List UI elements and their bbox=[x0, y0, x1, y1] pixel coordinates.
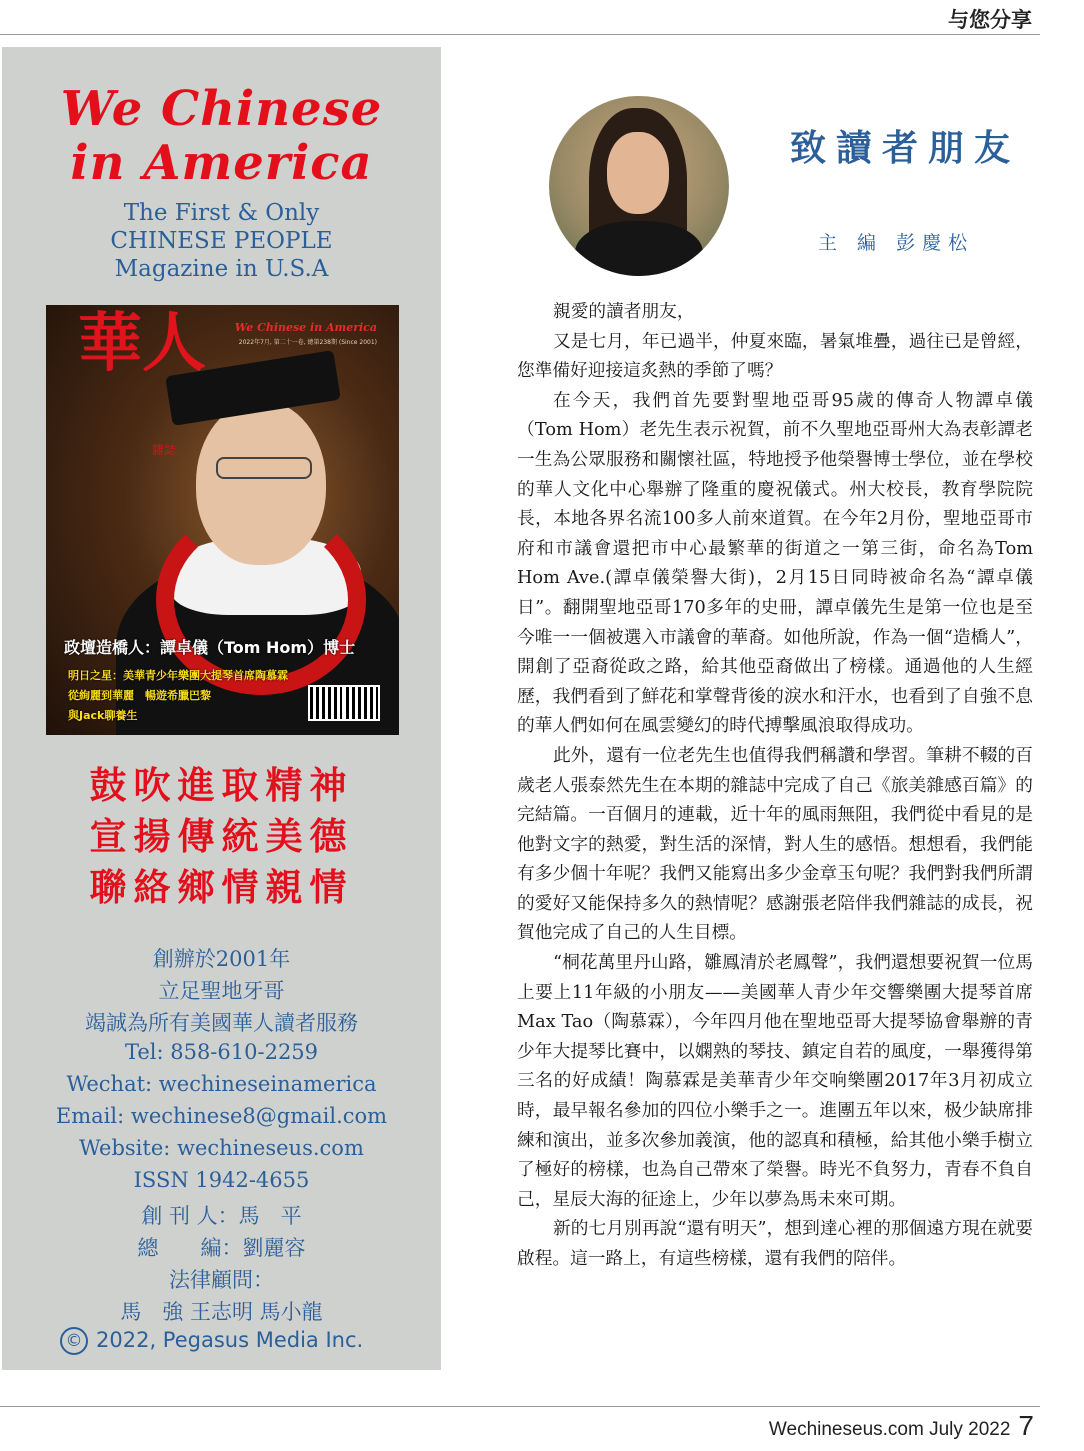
copyright bbox=[60, 1327, 363, 1355]
info-editor: 總 編：劉麗容 bbox=[137, 1236, 306, 1260]
info-issn: ISSN 1942-4655 bbox=[133, 1168, 310, 1192]
brand-line-2: in America bbox=[70, 135, 373, 191]
editor-portrait bbox=[549, 96, 729, 276]
info-founded: 創辦於2001年 bbox=[152, 947, 291, 971]
article-paragraph: 又是七月，年已過半，仲夏來臨，暑氣堆疊，過往已是曾經，您準備好迎接這炙熱的季節了嗎？ bbox=[517, 331, 1033, 382]
cover-subline-2: 從絢麗到華麗 暢遊希臘巴黎 bbox=[68, 689, 211, 702]
cover-masthead: 華人 bbox=[78, 306, 206, 381]
article-paragraph: 在今天，我們首先要對聖地亞哥95歲的傳奇人物譚卓儀（Tom Hom）老先生表示祝賀，前不久聖地亞哥州大為表彰譚老一生為公眾服務和關懷社區，特地授予他榮譽博士學位，並在學校的華人文化中心舉辦了隆重的慶祝儀式。州大校長，教育學院院長，本地各界名流100多人前來道賀。在今年2月份，聖地亞哥市府和市議會還把市中心最繁華的街道之一第三街，命名為Tom Hom Ave.(譚卓儀榮譽大街)，2月15日同時被命名為“譚卓儀日”。翻開聖地亞哥170多年的史冊，譚卓儀先生是第一位也是至今唯一一個被選入市議會的華裔。如他所說，作為一個“造橋人”，開創了亞裔從政之路，給其他亞裔做出了榜樣。通過他的人生經歷，我們看到了鮮花和掌聲背後的淚水和汗水，也看到了自強不息的華人們如何在風雲變幻的時代搏擊風浪取得成功。 bbox=[517, 390, 1033, 737]
article-paragraph: 新的七月別再說“還有明天”，想到達心裡的那個遠方現在就要啟程。這一路上，有這些榜樣，還有我們的陪伴。 bbox=[517, 1219, 1033, 1269]
cover-subline-3: 與Jack聊養生 bbox=[68, 709, 138, 722]
qr-code-icon bbox=[344, 685, 380, 721]
info-wechat: Wechat: wechineseinamerica bbox=[66, 1072, 377, 1096]
info-mission: 竭誠為所有美國華人讀者服務 bbox=[85, 1011, 358, 1035]
brand-line-1: We Chinese bbox=[60, 81, 383, 137]
slogan-line-1: 鼓吹進取精神 bbox=[89, 763, 354, 807]
tagline-line-2: CHINESE PEOPLE bbox=[110, 228, 333, 254]
article-title: 致讀者朋友 bbox=[790, 127, 1021, 169]
article-body bbox=[517, 298, 1033, 1275]
qr-code-icon bbox=[308, 685, 344, 721]
article-paragraph: “桐花萬里丹山路，雛鳳清於老鳳聲”，我們還想要祝賀一位馬上要上11年級的小朋友——美國華人青少年交響樂團大提琴首席Max Tao（陶慕霖），今年四月他在聖地亞哥大提琴協會舉辦的青少年大提琴比賽中，以嫻熟的琴技、鎮定自若的風度，一舉獲得第三名的好成績！陶慕霖是美華青少年交响樂團2017年3月初成立時，最早報名參加的四位小樂手之一。進團五年以來，极少缺席排練和演出，並多次參加義演，他的認真和積極，給其他小樂手樹立了極好的榜樣，也為自己帶來了榮譽。時光不負努力，青春不負自己，星辰大海的征途上，少年以夢為馬未來可期。 bbox=[517, 953, 1033, 1210]
cover-subline-1: 明日之星：美華青少年樂團大提琴首席陶慕霖 bbox=[68, 669, 288, 682]
footer-text: Wechineseus.com July 2022 bbox=[768, 1419, 1011, 1440]
portrait-body bbox=[575, 221, 703, 276]
cover-masthead-small: 雜誌 bbox=[152, 443, 177, 457]
info-legal-label: 法律顧問： bbox=[169, 1268, 274, 1292]
top-divider bbox=[0, 34, 1040, 35]
section-label: 与您分享 bbox=[948, 8, 1032, 32]
article-paragraph: 此外，還有一位老先生也值得我們稱讚和學習。筆耕不輟的百歲老人張泰然先生在本期的雜誌中完成了自己《旅美雜感百篇》的完結篇。一百個月的連載，近十年的風雨無阻，我們從中看見的是他對文字的熱愛，對生活的深情，對人生的感悟。想想看，我們能有多少個十年呢？我們又能寫出多少金章玉句呢？我們對我們所謂的愛好又能保持多久的熱情呢？感謝張老陪伴我們雜誌的成長，祝賀他完成了自己的人生目標。 bbox=[517, 745, 1033, 944]
article-byline: 主 編 彭慶松 bbox=[818, 232, 975, 254]
bottom-divider bbox=[0, 1406, 1040, 1407]
info-based: 立足聖地牙哥 bbox=[158, 979, 285, 1003]
copyright-icon: © bbox=[60, 1327, 88, 1355]
page-number: 7 bbox=[1018, 1410, 1034, 1441]
slogan-line-3: 聯絡鄉情親情 bbox=[89, 865, 354, 909]
page-footer bbox=[769, 1410, 1034, 1442]
copyright-text: 2022, Pegasus Media Inc. bbox=[96, 1328, 364, 1352]
cover-headline: 政壇造橋人：譚卓儀（Tom Hom）博士 bbox=[64, 638, 356, 657]
info-email: Email: wechinese8@gmail.com bbox=[55, 1104, 388, 1128]
info-founder: 創 刊 人：馬 平 bbox=[141, 1204, 302, 1228]
sidebar-panel bbox=[2, 47, 441, 1370]
tagline-line-1: The First & Only bbox=[123, 200, 320, 226]
info-tel: Tel: 858-610-2259 bbox=[124, 1040, 319, 1064]
cover-brand: We Chinese in America bbox=[234, 321, 377, 334]
info-legal-names: 馬 強 王志明 馬小龍 bbox=[120, 1300, 323, 1324]
article-paragraph: 親愛的讀者朋友， bbox=[553, 302, 695, 322]
magazine-cover-image bbox=[46, 305, 399, 735]
cover-date-line: 2022年7月, 第二十一卷, 總第238期 (Since 2001) bbox=[238, 339, 377, 346]
cover-glasses bbox=[216, 457, 312, 479]
tagline-line-3: Magazine in U.S.A bbox=[114, 256, 329, 282]
slogan-line-2: 宣揚傳統美德 bbox=[89, 814, 354, 858]
portrait-face bbox=[607, 132, 669, 214]
info-website: Website: wechineseus.com bbox=[79, 1136, 364, 1160]
